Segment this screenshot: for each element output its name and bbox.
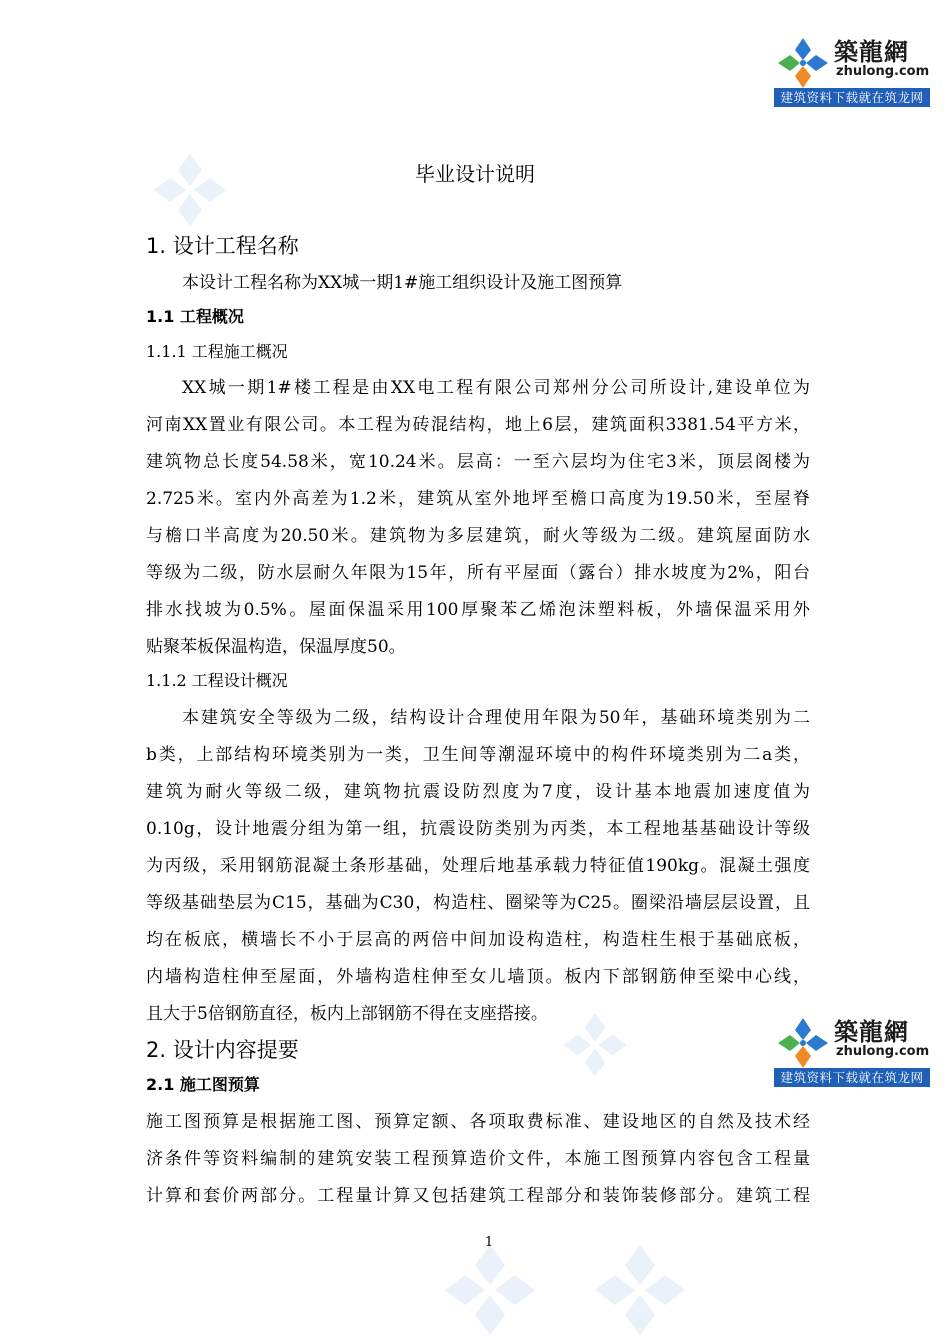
zhulong-logo: [774, 30, 930, 108]
paragraph-line: XX城一期1#楼工程是由XX电工程有限公司郑州分公司所设计,建设单位为: [182, 378, 810, 398]
paragraph-line: 河南XX置业有限公司。本工程为砖混结构，地上6层，建筑面积3381.54平方米，: [146, 415, 810, 435]
paragraph-line: 2.725米。室内外高差为1.2米，建筑从室外地坪至檐口高度为19.50米，至屋脊: [146, 489, 810, 509]
paragraph-line: 排水找坡为0.5%。屋面保温采用100厚聚苯乙烯泡沫塑料板，外墙保温采用外: [146, 600, 810, 620]
paragraph-line: 等级基础垫层为C15，基础为C30，构造柱、圈梁等为C25。圈梁沿墙层层设置，且: [146, 893, 810, 913]
subsubsection-heading: 1.1.2 工程设计概况: [146, 671, 288, 690]
section-heading: 2. 设计内容提要: [146, 1038, 299, 1062]
section-heading: 1. 设计工程名称: [146, 234, 299, 258]
document-title: 毕业设计说明: [415, 162, 535, 186]
paragraph-line: 0.10g，设计地震分组为第一组，抗震设防类别为丙类，本工程地基基础设计等级: [146, 819, 810, 839]
logo-name: 築龍網: [834, 1017, 909, 1046]
subsubsection-heading: 1.1.1 工程施工概况: [146, 342, 288, 361]
watermark-snowflake-icon: [440, 1240, 540, 1340]
logo-domain: zhulong.com: [836, 64, 930, 79]
paragraph-line: 与檐口半高度为20.50米。建筑物为多层建筑，耐火等级为二级。建筑屋面防水: [146, 526, 810, 546]
logo-name: 築龍網: [834, 37, 909, 66]
paragraph-line: 建筑为耐火等级二级，建筑物抗震设防烈度为7度，设计基本地震加速度值为: [146, 782, 810, 802]
subsection-heading: 1.1 工程概况: [146, 307, 244, 326]
logo-slogan: 建筑资料下载就在筑龙网: [774, 1068, 930, 1087]
page-number: 1: [484, 1235, 494, 1250]
paragraph-line: 建筑物总长度54.58米，宽10.24米。层高：一至六层均为住宅3米，顶层阁楼为: [146, 452, 810, 472]
paragraph-line: b类，上部结构环境类别为一类，卫生间等潮湿环境中的构件环境类别为二a类，: [146, 745, 810, 765]
paragraph-line: 计算和套价两部分。工程量计算又包括建筑工程部分和装饰装修部分。建筑工程: [146, 1186, 810, 1206]
paragraph-line: 本建筑安全等级为二级，结构设计合理使用年限为50年，基础环境类别为二: [182, 708, 810, 728]
paragraph-line: 等级为二级，防水层耐久年限为15年，所有平屋面（露台）排水坡度为2%，阳台: [146, 563, 810, 583]
paragraph-line: 均在板底，横墙长不小于层高的两倍中间加设构造柱，构造柱生根于基础底板，: [146, 930, 810, 950]
paragraph-line: 济条件等资料编制的建筑安装工程预算造价文件，本施工图预算内容包含工程量: [146, 1149, 810, 1169]
logo-slogan: 建筑资料下载就在筑龙网: [774, 88, 930, 107]
paragraph-line: 为丙级，采用钢筋混凝土条形基础，处理后地基承载力特征值190kg。混凝土强度: [146, 856, 810, 876]
zhulong-snowflake-icon: [776, 1016, 830, 1070]
watermark-snowflake-icon: [590, 1240, 690, 1340]
paragraph-line: 贴聚苯板保温构造，保温厚度50。: [146, 637, 406, 657]
subsection-heading: 2.1 施工图预算: [146, 1075, 260, 1094]
zhulong-snowflake-icon: [776, 36, 830, 90]
paragraph-line: 且大于5倍钢筋直径，板内上部钢筋不得在支座搭接。: [146, 1004, 548, 1024]
logo-domain: zhulong.com: [836, 1044, 930, 1059]
paragraph-line: 施工图预算是根据施工图、预算定额、各项取费标准、建设地区的自然及技术经: [146, 1112, 810, 1132]
paragraph-line: 内墙构造柱伸至屋面，外墙构造柱伸至女儿墙顶。板内下部钢筋伸至梁中心线，: [146, 967, 810, 987]
paragraph-line: 本设计工程名称为XX城一期1#施工组织设计及施工图预算: [182, 273, 623, 293]
